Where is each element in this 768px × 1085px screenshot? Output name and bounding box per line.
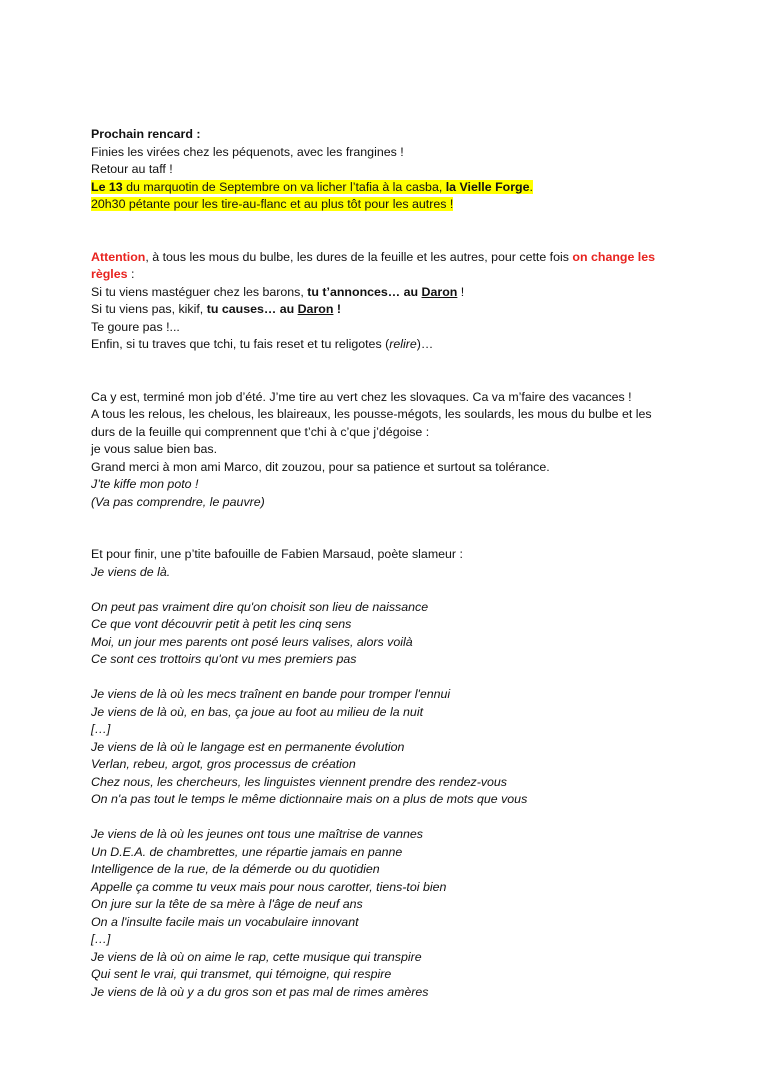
poem-line: […]	[91, 722, 111, 736]
poem-line: Verlan, rebeu, argot, gros processus de création	[91, 757, 356, 771]
document-page	[91, 126, 691, 1001]
text-line: A tous les relous, les chelous, les blaireaux, les pousse-mégots, les soulards, les mous du bulbe et les	[91, 407, 652, 421]
text-line	[91, 284, 691, 302]
text-line: durs de la feuille qui comprennent que t’chi à c’que j’dégoise :	[91, 424, 430, 439]
italic-line: (Va pas comprendre, le pauvre)	[91, 494, 265, 509]
date-text: Le 13	[91, 179, 123, 194]
poem-stanza-3	[91, 826, 691, 1001]
text-segment: :	[127, 267, 135, 281]
italic-line: J’te kiffe mon poto !	[91, 477, 199, 491]
poem-line: Je viens de là où on aime le rap, cette musique qui transpire	[91, 949, 422, 964]
time-text: 20h30 pétante pour les tire-au-flanc et au plus tôt pour les autres !	[91, 197, 454, 211]
attention-line	[91, 249, 691, 267]
bold-segment: tu causes… au	[206, 302, 298, 316]
poem-intro: Et pour finir, une p’tite bafouille de Fabien Marsaud, poète slameur :	[91, 547, 463, 561]
poem-line: On a l'insulte facile mais un vocabulaire innovant	[91, 914, 359, 929]
italic-segment: relire	[389, 337, 417, 351]
poem-stanza-1	[91, 599, 691, 669]
poem-line: On peut pas vraiment dire qu'on choisit son lieu de naissance	[91, 599, 429, 614]
text-segment: , à tous les mous du bulbe, les dures de la feuille et les autres, pour cette fois	[145, 249, 573, 264]
text-segment: Si tu viens pas, kikif,	[91, 302, 207, 316]
poem-line: Qui sent le vrai, qui transmet, qui témoigne, qui respire	[91, 967, 392, 981]
poem-line: Je viens de là où les mecs traînent en bande pour tromper l'ennui	[91, 687, 451, 701]
poem-line: On jure sur la tête de sa mère à l'âge de neuf ans	[91, 897, 363, 911]
poem-line: Ce que vont découvrir petit à petit les cinq sens	[91, 617, 352, 631]
poem-title: Je viens de là.	[91, 564, 171, 579]
poem-line: […]	[91, 932, 111, 946]
poem-line: Je viens de là où le langage est en permanente évolution	[91, 739, 405, 754]
text-line	[91, 301, 691, 319]
daron-link-text: Daron	[421, 284, 458, 299]
poem-line: Ce sont ces trottoirs qu'ont vu mes premiers pas	[91, 652, 357, 666]
bold-segment: tu t’annonces… au	[307, 284, 422, 299]
poem-line: Je viens de là où les jeunes ont tous une maîtrise de vannes	[91, 827, 424, 841]
text-segment: .	[529, 179, 533, 194]
text-line	[91, 336, 691, 354]
poem-line: Appelle ça comme tu veux mais pour nous carotter, tiens-toi bien	[91, 879, 447, 894]
text-line: Ca y est, terminé mon job d’été. J’me tire au vert chez les slovaques. Ca va m’faire des vacances !	[91, 389, 632, 404]
text-segment: Enfin, si tu traves que tchi, tu fais reset et tu religotes (	[91, 337, 390, 351]
change-rules-text: on change les	[572, 249, 656, 264]
text-segment: du marquotin de Septembre on va licher l’tafia à la casba,	[122, 179, 446, 194]
text-line: Te goure pas !...	[91, 319, 180, 334]
daron-link-text: Daron	[297, 302, 334, 316]
section-heading: Prochain rencard :	[91, 127, 201, 141]
text-segment: )…	[416, 337, 434, 351]
poem-line: Chez nous, les chercheurs, les linguistes viennent prendre des rendez-vous	[91, 774, 508, 789]
text-line: Grand merci à mon ami Marco, dit zouzou, pour sa patience et surtout sa tolérance.	[91, 459, 550, 474]
poem-line: Intelligence de la rue, de la démerde ou du quotidien	[91, 862, 380, 876]
highlighted-line	[91, 179, 691, 197]
poem-line: Un D.E.A. de chambrettes, une répartie jamais en panne	[91, 844, 403, 859]
poem-line: Moi, un jour mes parents ont posé leurs valises, alors voilà	[91, 634, 413, 649]
poem-stanza-2	[91, 686, 691, 809]
text-segment: !	[457, 284, 465, 299]
poem-line: Je viens de là où y a du gros son et pas mal de rimes amères	[91, 984, 429, 999]
text-line: Retour au taff !	[91, 162, 173, 176]
text-line: je vous salue bien bas.	[91, 442, 218, 456]
poem-line: Je viens de là où, en bas, ça joue au foot au milieu de la nuit	[91, 704, 424, 719]
text-line: Finies les virées chez les péquenots, avec les frangines !	[91, 144, 404, 159]
text-segment: Si tu viens mastéguer chez les barons,	[91, 284, 308, 299]
highlighted-line	[91, 196, 691, 214]
change-rules-text: règles	[91, 267, 128, 281]
attention-word: Attention	[91, 249, 146, 264]
venue-name: la Vielle Forge	[445, 179, 530, 194]
attention-line-cont	[91, 266, 691, 284]
poem-line: On n'a pas tout le temps le même dictionnaire mais on a plus de mots que vous	[91, 792, 528, 806]
text-segment: !	[333, 302, 341, 316]
